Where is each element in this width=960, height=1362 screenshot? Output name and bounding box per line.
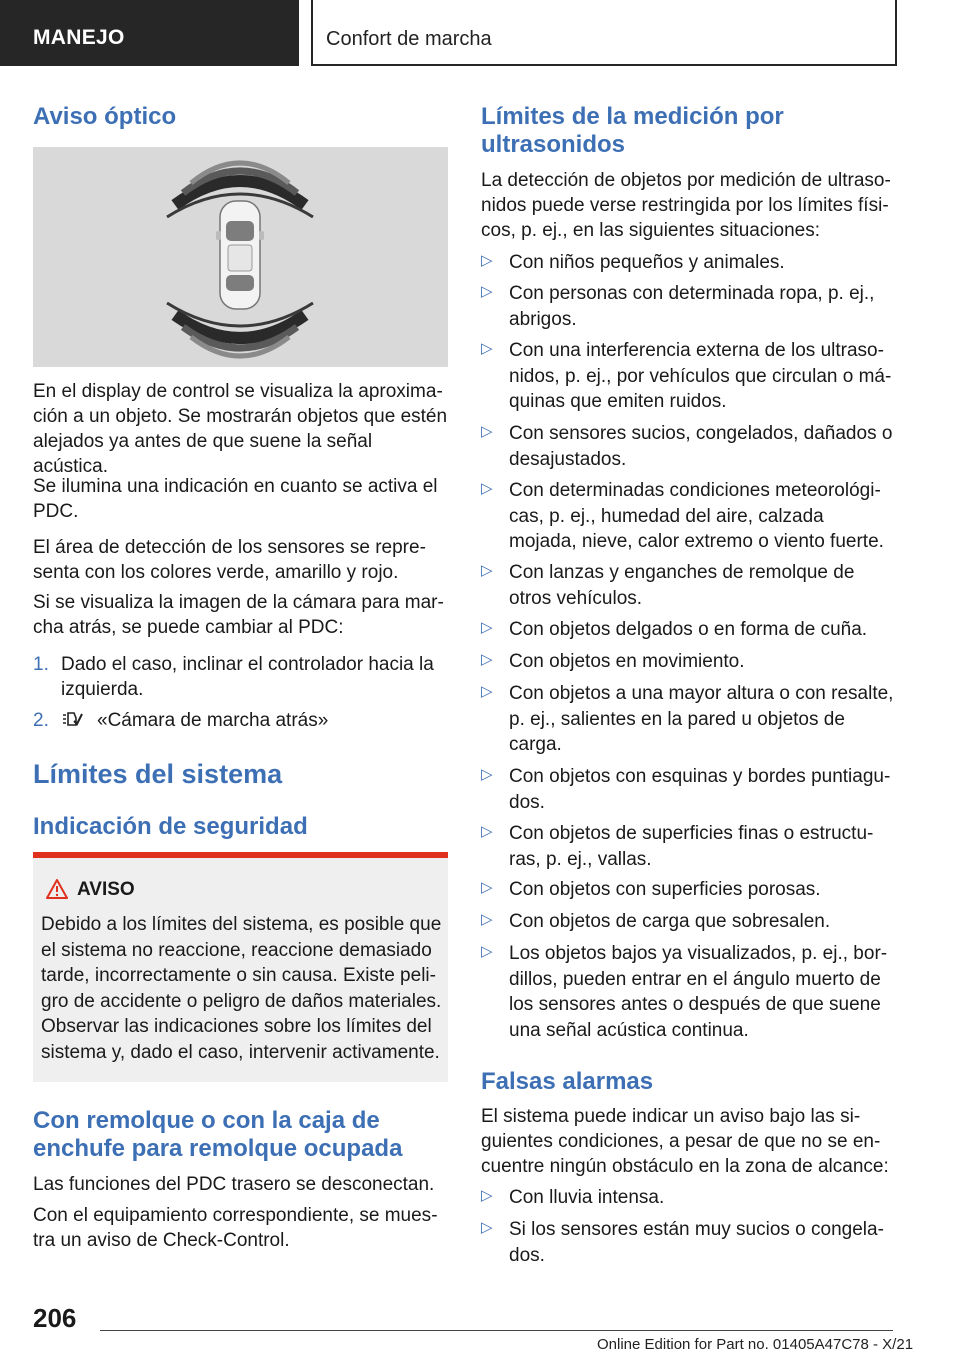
bullet-icon: ▷ bbox=[481, 1219, 493, 1236]
step-2 bbox=[33, 708, 448, 734]
bullet-icon: ▷ bbox=[481, 283, 493, 300]
step-text: «Cámara de marcha atrás» bbox=[97, 710, 329, 731]
bullet-icon: ▷ bbox=[481, 562, 493, 579]
step-number: 1. bbox=[33, 654, 49, 675]
paragraph-falsas-alarmas: El sistema puede indicar un aviso bajo las siguientes condiciones, a pesar de que no se encuentre ningún obstáculo en la zona de alcance: bbox=[481, 1106, 889, 1177]
bullet-icon: ▷ bbox=[481, 943, 493, 960]
chapter-tab bbox=[311, 0, 897, 66]
step-1 bbox=[33, 652, 448, 702]
warning-text: Debido a los límites del sistema, es posible que el sistema no reaccione, reaccione demasiado tarde, incorrectamente o sin causa. Existe peligro de accidente o peligro de daños materiales. Observar las indicaciones sobre los límites del sistema y, dado el caso, intervenir activamente. bbox=[41, 914, 442, 1063]
paragraph-area: El área de detección de los sensores se representa con los colores verde, amarillo y rojo. bbox=[33, 537, 426, 583]
bullet-icon: ▷ bbox=[481, 823, 493, 840]
heading-limites-ultrasonidos: Límites de la medición por ultrasonidos bbox=[481, 103, 784, 158]
bullet-icon: ▷ bbox=[481, 619, 493, 636]
warning-box bbox=[33, 858, 448, 1082]
bullet-icon: ▷ bbox=[481, 766, 493, 783]
bullet-icon: ▷ bbox=[481, 651, 493, 668]
paragraph-camara: Si se visualiza la imagen de la cámara para marcha atrás, se puede cambiar al PDC: bbox=[33, 592, 444, 638]
bullet-icon: ▷ bbox=[481, 480, 493, 497]
warning-triangle-icon bbox=[45, 878, 69, 905]
bullet-icon: ▷ bbox=[481, 1187, 493, 1204]
chapter-title: Confort de marcha bbox=[326, 28, 492, 50]
heading-aviso-optico: Aviso óptico bbox=[33, 103, 177, 130]
heading-limites-sistema: Límites del sistema bbox=[33, 759, 283, 789]
paragraph-pdc-trasero: Las funciones del PDC trasero se desconectan. bbox=[33, 1174, 435, 1195]
bullet-icon: ▷ bbox=[481, 683, 493, 700]
section-tab bbox=[0, 0, 299, 66]
bullet-icon: ▷ bbox=[481, 252, 493, 269]
heading-indicacion-seguridad: Indicación de seguridad bbox=[33, 813, 308, 840]
paragraph-ultrasonidos: La detección de objetos por medición de ultrasonidos puede verse restringida por los límites físicos, p. ej., en las siguientes situaciones: bbox=[481, 170, 891, 241]
heading-falsas-alarmas: Falsas alarmas bbox=[481, 1068, 654, 1095]
bullet-icon: ▷ bbox=[481, 879, 493, 896]
paragraph-indicacion: Se ilumina una indicación en cuanto se activa el PDC. bbox=[33, 476, 438, 522]
footer-divider bbox=[100, 1330, 893, 1331]
step-number: 2. bbox=[33, 710, 49, 731]
bullet-icon: ▷ bbox=[481, 423, 493, 440]
edition-note: Online Edition for Part no. 01405A47C78 - X/21 bbox=[597, 1336, 914, 1353]
pdc-display-illustration bbox=[33, 147, 448, 367]
page-number: 206 bbox=[33, 1303, 77, 1333]
heading-remolque: Con remolque o con la caja de enchufe para remolque ocupada bbox=[33, 1107, 403, 1162]
section-title: MANEJO bbox=[33, 26, 125, 49]
rear-view-camera-icon bbox=[61, 709, 83, 734]
bullet-icon: ▷ bbox=[481, 340, 493, 357]
paragraph-display: En el display de control se visualiza la aproximación a un objeto. Se mostrarán objetos que estén alejados ya antes de que suene la señal acústica. bbox=[33, 381, 448, 477]
warning-title: AVISO bbox=[77, 879, 135, 900]
paragraph-check-control: Con el equipamiento correspondiente, se muestra un aviso de Check-Control. bbox=[33, 1205, 438, 1251]
bullet-icon: ▷ bbox=[481, 911, 493, 928]
step-text: Dado el caso, inclinar el controlador hacia la izquierda. bbox=[61, 654, 434, 700]
car-sensor-image bbox=[33, 147, 448, 367]
